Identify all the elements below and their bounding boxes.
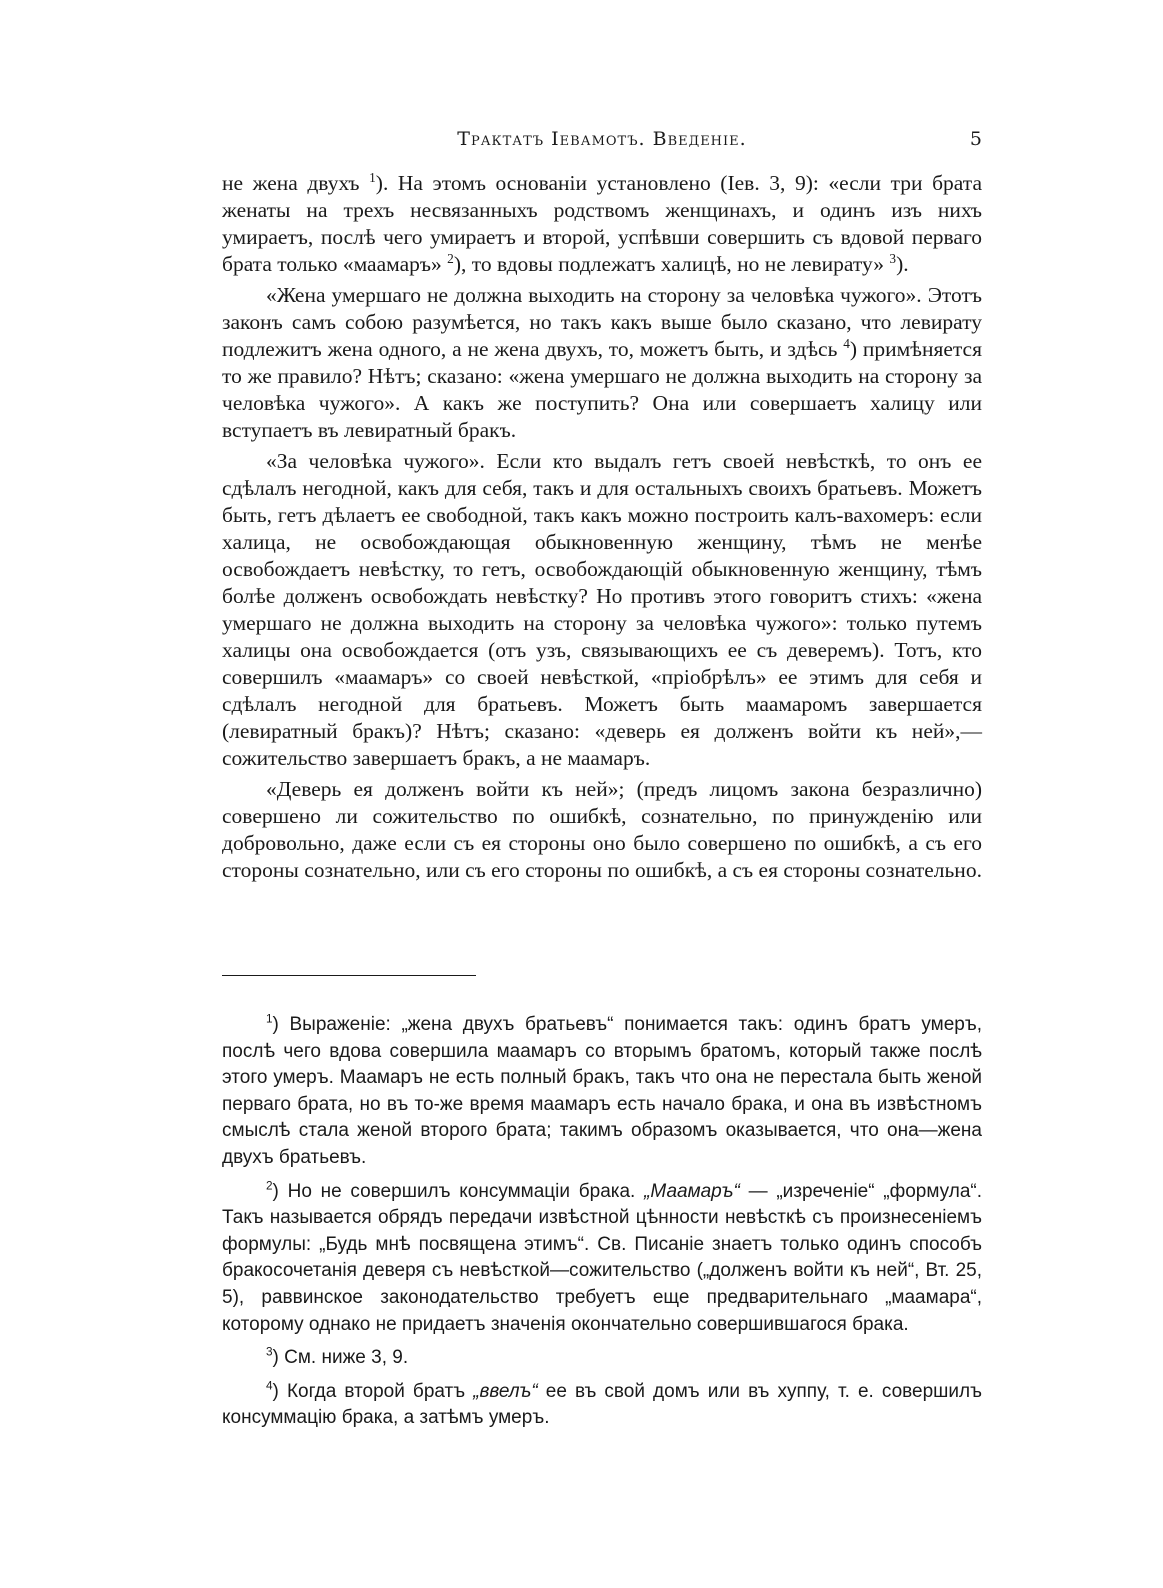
paragraph-2-text-b: ) примѣняется то же правило? Нѣтъ; сказано: «жена умершаго не должна выходить на сторону за человѣка чужого». А какъ же поступить? Она или совершаетъ халицу или вступаетъ въ левиратный бракъ. <box>222 337 982 442</box>
paragraph-2-text-a: «Жена умершаго не должна выходить на сторону за человѣка чужого». Этотъ законъ самъ собою разумѣется, но такъ какъ выше было сказано, что левирату подлежитъ жена одного, а не жена двухъ, то, можетъ быть, и здѣсь <box>222 283 982 361</box>
paragraph-1-text-a: не жена двухъ <box>222 171 370 195</box>
paragraph-1 <box>222 170 982 278</box>
footnote-2 <box>222 1179 982 1339</box>
footnote-3-text: ) См. ниже 3, 9. <box>272 1347 409 1369</box>
footnote-4-text-b: ее въ свой домъ или въ хуппу, т. е. совершилъ консуммацію брака, а затѣмъ умеръ. <box>222 1380 982 1429</box>
paragraph-2 <box>222 282 982 444</box>
paragraph-3: «За человѣка чужого». Если кто выдалъ гетъ своей невѣсткѣ, то онъ ее сдѣлалъ негодной, какъ для себя, такъ и для остальныхъ своихъ братьевъ. Можетъ быть, гетъ дѣлаетъ ее свободной, такъ какъ можно построить калъ-вахомеръ: если халица, не освобождающая обыкновенную женщину, тѣмъ не менѣе освобождаетъ невѣстку, то гетъ, освобождающій обыкновенную женщину, тѣмъ болѣе долженъ освобождать невѣстку? Но противъ этого говоритъ стихъ: «жена умершаго не должна выходить на сторону за человѣка чужого»: только путемъ халицы она освобождается (отъ узъ, связывающихъ ее съ деверемъ). Тотъ, кто совершилъ «маамаръ» со своей невѣсткой, «пріобрѣлъ» ее этимъ для себя и сдѣлалъ негодной для братьевъ. Можетъ быть маамаромъ завершается (левиратный бракъ)? Нѣтъ; сказано: «деверь ея долженъ войти къ ней»,—сожительство завершаетъ бракъ, а не маамаръ. <box>222 449 982 770</box>
footnote-4-mark: 4 <box>266 1379 273 1393</box>
footnote-4-term: „ввелъ“ <box>473 1380 538 1402</box>
footnote-1-mark: 1 <box>266 1012 273 1026</box>
footnote-3 <box>222 1345 982 1372</box>
paragraph-1-text-b: ). На этомъ основаніи установлено (Іев. 3, 9): «если три брата женаты на трехъ несвязанныхъ родствомъ женщинахъ, и одинъ изъ нихъ умираетъ, послѣ чего умираетъ и второй, успѣвши совершить съ вдовой перваго брата только «маамаръ» <box>222 171 982 276</box>
footnote-2-text-b: — „изреченіе“ „формула“. Такъ называется обрядъ передачи извѣстной цѣнности невѣсткѣ съ произнесеніемъ формулы: „Будь мнѣ посвящена этимъ“. Св. Писаніе знаетъ только одинъ способъ бракосочетанія деверя съ невѣсткой—сожительство („долженъ войти къ ней“, Вт. 25, 5), раввинское законодательство требуетъ еще предварительнаго „маамара“, которому однако не придаетъ значенія окончательно совершившагося брака. <box>222 1180 982 1335</box>
footnote-3-mark: 3 <box>266 1345 273 1359</box>
main-text <box>222 170 982 888</box>
footnote-2-mark: 2 <box>266 1179 273 1193</box>
footnote-2-term: „Маамаръ“ <box>644 1180 740 1202</box>
running-header <box>222 128 982 158</box>
footnote-1 <box>222 1012 982 1172</box>
footnotes <box>222 1012 982 1439</box>
footnote-2-text-a: ) Но не совершилъ консуммаціи брака. <box>272 1180 645 1202</box>
footnote-separator <box>222 975 476 976</box>
paragraph-4: «Деверь ея долженъ войти къ ней»; (предъ лицомъ закона безразлично) совершено ли сожительство по ошибкѣ, сознательно, по принужденію или добровольно, даже если съ ея стороны оно было совершено по ошибкѣ, а съ его стороны сознательно, или съ его стороны по ошибкѣ, а съ ея стороны сознательно. <box>222 777 982 882</box>
paragraph-1-text-d: ). <box>896 252 909 276</box>
footnote-ref-3: 3 <box>889 250 897 266</box>
page-number: 5 <box>969 128 982 150</box>
footnote-4-text-a: ) Когда второй братъ <box>272 1380 474 1402</box>
footnote-ref-2: 2 <box>447 250 454 266</box>
footnote-1-text: ) Выраженіе: „жена двухъ братьевъ“ понимается такъ: одинъ братъ умеръ, послѣ чего вдова совершила маамаръ со вторымъ братомъ, который также послѣ этого умеръ. Маамаръ не есть полный бракъ, такъ что она не перестала быть женой перваго брата, но въ то-же время маамаръ есть начало брака, и она въ извѣстномъ смыслѣ стала женой второго брата; такимъ образомъ оказывается, что она—жена двухъ братьевъ. <box>222 1014 982 1168</box>
running-title: Трактатъ Іевамотъ. Введеніе. <box>457 128 747 150</box>
footnote-4 <box>222 1379 982 1432</box>
footnote-ref-1: 1 <box>369 169 376 185</box>
paragraph-1-text-c: ), то вдовы подлежатъ халицѣ, но не левирату» <box>453 252 890 276</box>
footnote-ref-4: 4 <box>843 335 850 351</box>
